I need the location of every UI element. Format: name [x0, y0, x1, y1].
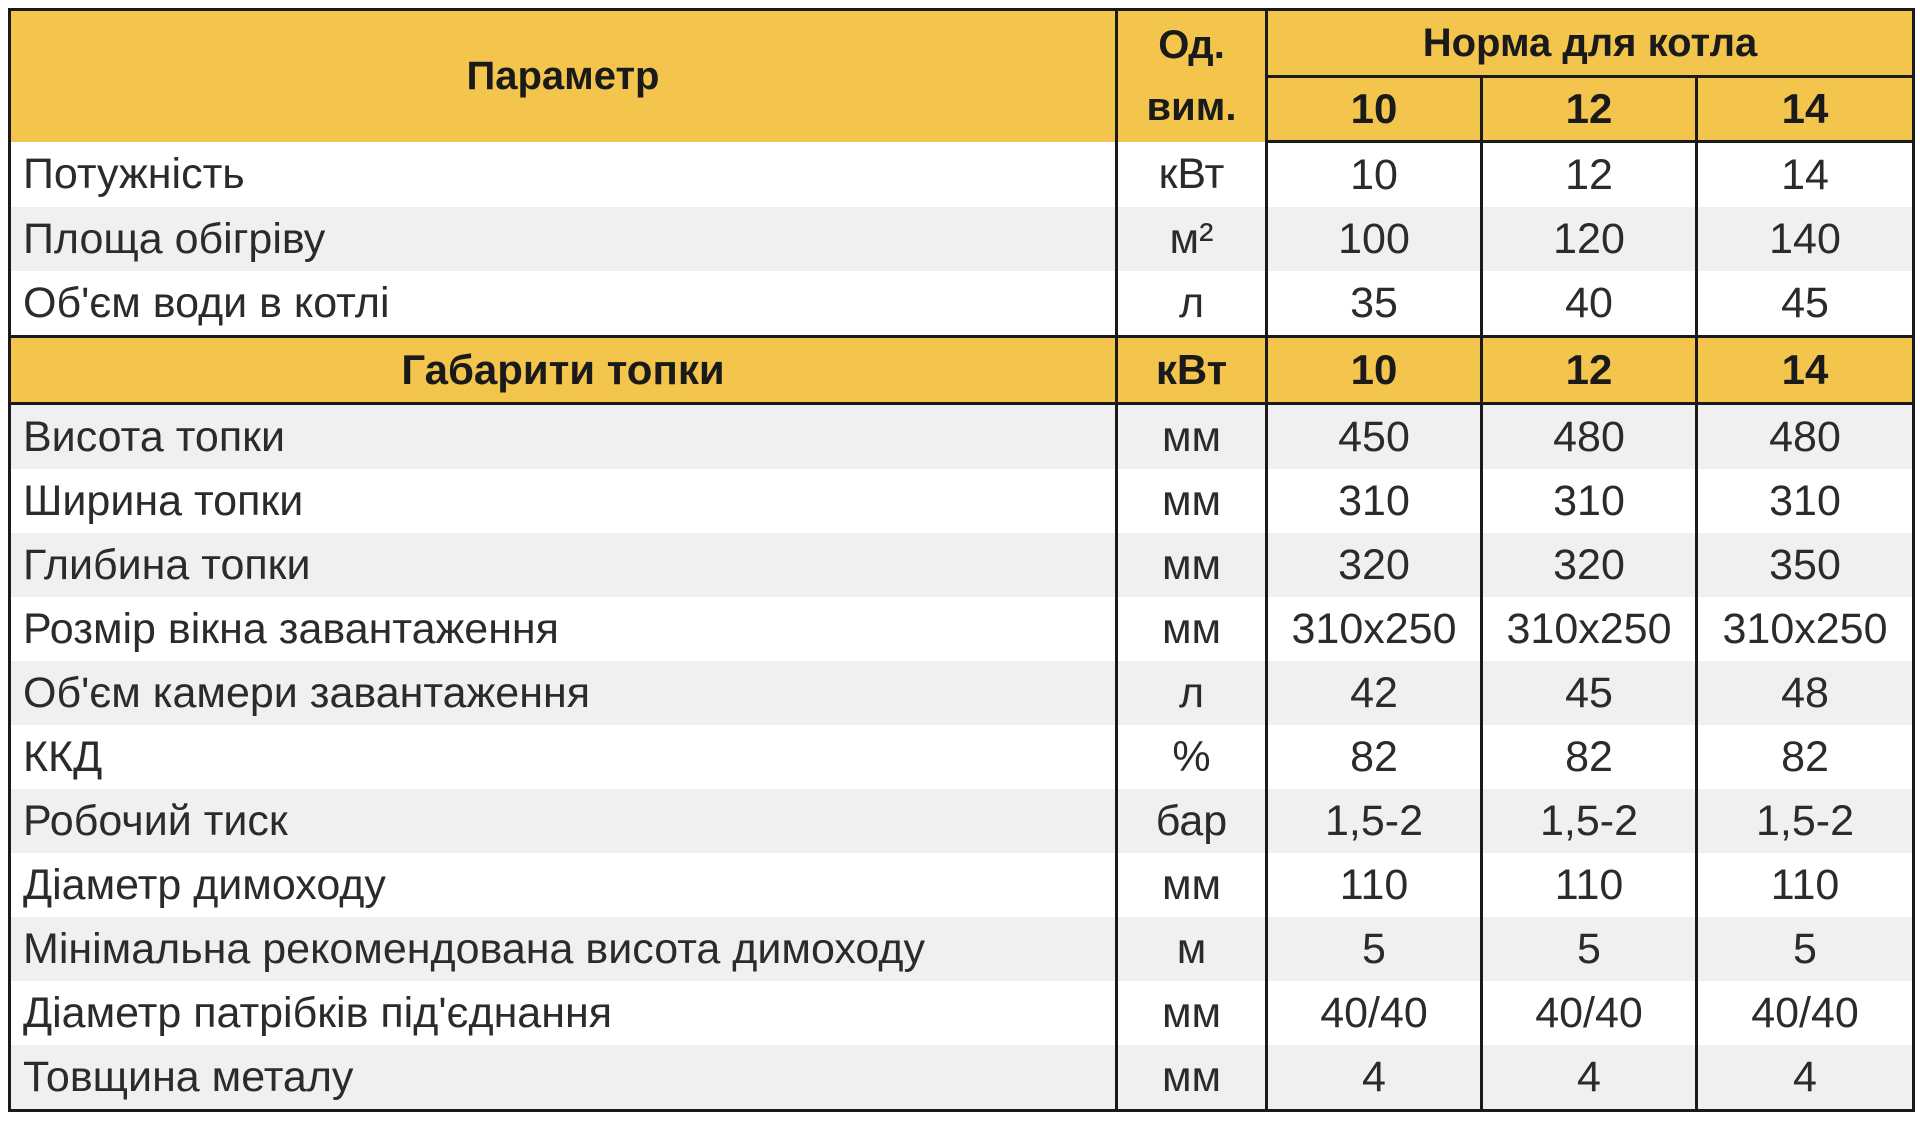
model-header-12: 12 [1482, 77, 1697, 142]
row-unit: мм [1117, 469, 1267, 533]
row-name: Діаметр патрібків під'єднання [10, 981, 1117, 1045]
model-header-10: 10 [1267, 77, 1482, 142]
table-row [10, 142, 1914, 208]
row-value: 480 [1482, 404, 1697, 470]
unit-header-line2: вим. [1146, 85, 1237, 130]
section-model-12: 12 [1482, 337, 1697, 404]
row-name: Мінімальна рекомендована висота димоходу [10, 917, 1117, 981]
row-name: Глибина топки [10, 533, 1117, 597]
table-row [10, 271, 1914, 337]
row-value: 110 [1267, 853, 1482, 917]
table-row [10, 404, 1914, 470]
row-unit: л [1117, 661, 1267, 725]
row-value: 40/40 [1697, 981, 1914, 1045]
table-row [10, 207, 1914, 271]
row-value: 310 [1267, 469, 1482, 533]
section-unit: кВт [1117, 337, 1267, 404]
row-value: 1,5-2 [1697, 789, 1914, 853]
row-value: 1,5-2 [1267, 789, 1482, 853]
row-value: 320 [1482, 533, 1697, 597]
row-name: ККД [10, 725, 1117, 789]
boiler-spec-table [8, 8, 1915, 1112]
row-value: 10 [1267, 142, 1482, 208]
row-value: 5 [1267, 917, 1482, 981]
table-row [10, 789, 1914, 853]
row-unit: кВт [1117, 142, 1267, 208]
table-row [10, 917, 1914, 981]
row-value: 100 [1267, 207, 1482, 271]
row-value: 350 [1697, 533, 1914, 597]
row-unit: мм [1117, 533, 1267, 597]
row-value: 480 [1697, 404, 1914, 470]
unit-header-line1: Од. [1158, 23, 1225, 68]
row-unit: м [1117, 917, 1267, 981]
section-title: Габарити топки [10, 337, 1117, 404]
row-unit: мм [1117, 981, 1267, 1045]
row-value: 110 [1482, 853, 1697, 917]
row-value: 4 [1697, 1045, 1914, 1111]
row-unit: мм [1117, 1045, 1267, 1111]
row-value: 450 [1267, 404, 1482, 470]
row-value: 310 [1697, 469, 1914, 533]
row-value: 4 [1482, 1045, 1697, 1111]
row-value: 45 [1697, 271, 1914, 337]
table-row [10, 533, 1914, 597]
row-value: 12 [1482, 142, 1697, 208]
row-name: Ширина топки [10, 469, 1117, 533]
row-name: Об'єм води в котлі [10, 271, 1117, 337]
model-header-14: 14 [1697, 77, 1914, 142]
row-value: 110 [1697, 853, 1914, 917]
param-column-header: Параметр [10, 10, 1117, 142]
row-value: 82 [1482, 725, 1697, 789]
row-name: Висота топки [10, 404, 1117, 470]
table-row [10, 469, 1914, 533]
section-model-10: 10 [1267, 337, 1482, 404]
row-value: 5 [1482, 917, 1697, 981]
row-value: 40/40 [1482, 981, 1697, 1045]
table-row [10, 853, 1914, 917]
row-unit: мм [1117, 404, 1267, 470]
spec-table-container [8, 8, 1915, 1112]
row-value: 40/40 [1267, 981, 1482, 1045]
row-value: 1,5-2 [1482, 789, 1697, 853]
row-name: Об'єм камери завантаження [10, 661, 1117, 725]
table-row [10, 1045, 1914, 1111]
row-value: 4 [1267, 1045, 1482, 1111]
row-value: 310x250 [1482, 597, 1697, 661]
unit-column-header [1117, 10, 1267, 142]
row-name: Діаметр димоходу [10, 853, 1117, 917]
row-name: Робочий тиск [10, 789, 1117, 853]
row-value: 5 [1697, 917, 1914, 981]
table-row [10, 725, 1914, 789]
row-value: 45 [1482, 661, 1697, 725]
row-value: 310x250 [1697, 597, 1914, 661]
row-value: 82 [1267, 725, 1482, 789]
row-value: 14 [1697, 142, 1914, 208]
row-value: 40 [1482, 271, 1697, 337]
row-name: Потужність [10, 142, 1117, 208]
norm-group-header: Норма для котла [1267, 10, 1914, 77]
row-value: 310x250 [1267, 597, 1482, 661]
row-unit: м² [1117, 207, 1267, 271]
row-value: 320 [1267, 533, 1482, 597]
row-value: 310 [1482, 469, 1697, 533]
row-value: 35 [1267, 271, 1482, 337]
row-unit: мм [1117, 853, 1267, 917]
row-value: 140 [1697, 207, 1914, 271]
table-row [10, 597, 1914, 661]
row-value: 82 [1697, 725, 1914, 789]
row-unit: мм [1117, 597, 1267, 661]
row-value: 42 [1267, 661, 1482, 725]
row-unit: % [1117, 725, 1267, 789]
row-name: Розмір вікна завантаження [10, 597, 1117, 661]
row-unit: л [1117, 271, 1267, 337]
row-unit: бар [1117, 789, 1267, 853]
header-row-top [10, 10, 1914, 77]
row-name: Площа обігріву [10, 207, 1117, 271]
section-model-14: 14 [1697, 337, 1914, 404]
table-row [10, 661, 1914, 725]
row-value: 48 [1697, 661, 1914, 725]
section-header-row [10, 337, 1914, 404]
row-name: Товщина металу [10, 1045, 1117, 1111]
row-value: 120 [1482, 207, 1697, 271]
table-row [10, 981, 1914, 1045]
